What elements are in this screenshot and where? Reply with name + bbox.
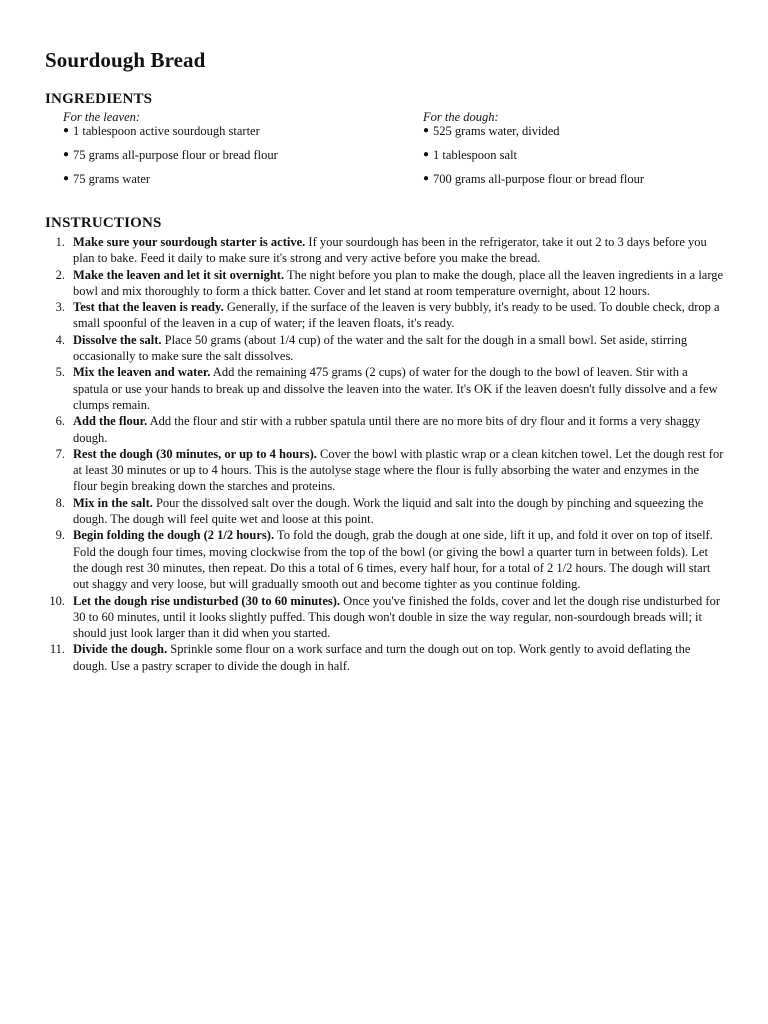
step-number: 1. (55, 235, 65, 249)
page-title: Sourdough Bread (45, 48, 206, 72)
step-number: 9. (55, 528, 65, 543)
step-number: 2. (55, 267, 65, 282)
ingredient-item (63, 172, 393, 196)
bullet-icon: ● (63, 149, 70, 160)
step-heading: Test that the leaven is ready. (73, 300, 224, 315)
step-text: Cover the bowl with plastic wrap or a clean kitchen towel. Let the dough rest for at least 30 minutes or up to 4 hours. This is the autolyse stage where the flour is fully absorbing the water and enzymes in the flour begin breaking down the starches and proteins. (73, 446, 724, 494)
step-heading: Mix in the salt. (73, 495, 153, 510)
step-text: Place 50 grams (about 1/4 cup) of the water and the salt for the dough in a small bowl. Set aside, stirring occasionally to make sure the salt dissolves. (73, 332, 688, 364)
step-text: If your sourdough has been in the refrigerator, take it out 2 to 3 days before you plan to bake. Feed it daily to make sure it's strong and very active before you make the bread. (73, 235, 707, 266)
step-text: The night before you plan to make the dough, place all the leaven ingredients in a large bowl and mix thoroughly to form a thick batter. Cover and let stand at room temperature overnight, about 12 hours. (73, 267, 724, 298)
step-number: 5. (55, 365, 65, 380)
bullet-icon: ● (423, 125, 430, 136)
instructions-heading: INSTRUCTIONS (45, 215, 162, 231)
dough-column (423, 110, 753, 196)
step-heading: Rest the dough (30 minutes, or up to 4 hours). (73, 446, 317, 461)
ingredients-heading: INGREDIENTS (45, 91, 153, 107)
step-number: 7. (55, 446, 65, 461)
instruction-step (0, 593, 768, 642)
ingredient-text: 75 grams all-purpose flour or bread flour (73, 148, 278, 162)
step-heading: Mix the leaven and water. (73, 365, 211, 380)
step-number: 10. (49, 593, 65, 608)
ingredient-item (63, 148, 393, 172)
step-text: Sprinkle some flour on a work surface and turn the dough out on top. Work gently to avoid deflating the dough. Use a pastry scraper to divide the dough in half. (73, 642, 691, 673)
step-number: 11. (49, 642, 65, 657)
ingredient-item (63, 124, 393, 148)
instruction-step (0, 267, 768, 300)
ingredient-item (423, 148, 753, 172)
instruction-step (0, 527, 768, 592)
step-number: 3. (55, 300, 65, 315)
step-heading: Make sure your sourdough starter is active. (73, 235, 306, 249)
instruction-step (0, 299, 768, 332)
instruction-step (0, 495, 768, 528)
instruction-step (0, 446, 768, 495)
ingredient-text: 1 tablespoon salt (433, 148, 518, 162)
step-text: To fold the dough, grab the dough at one side, lift it up, and fold it over on top of itself. Fold the dough four times, moving clockwise from the top of the bowl (or giving the bowl a quarter turn in between folds). Let the dough rest 30 minutes, then repeat. Do this a total of 6 times, every half hour, for a total of 2 1/2 hours. The dough will start out shaggy and very loose, but will gradually smooth out and become tighter as you continue folding. (73, 528, 713, 592)
step-number: 8. (55, 495, 65, 510)
ingredient-text: 1 tablespoon active sourdough starter (73, 124, 260, 138)
instruction-step (0, 413, 768, 446)
leaven-ingredient-list (63, 124, 393, 196)
step-heading: Begin folding the dough (2 1/2 hours). (73, 528, 275, 543)
bullet-icon: ● (63, 125, 70, 136)
bullet-icon: ● (63, 173, 70, 184)
instruction-step (0, 641, 768, 674)
instructions-list (0, 234, 768, 674)
instruction-step (0, 364, 768, 413)
dough-subheading: For the dough: (423, 110, 499, 124)
step-text: Once you've finished the folds, cover and let the dough rise undisturbed for 30 to 60 minutes, until it looks slightly puffed. This dough won't double in size the way regular, non-sourdough breads will; it should just look larger than it did when you started. (73, 593, 720, 641)
step-number: 6. (55, 414, 65, 429)
dough-ingredient-list (423, 124, 753, 196)
ingredient-item (423, 172, 753, 196)
leaven-column (63, 110, 393, 196)
instruction-step (0, 332, 768, 365)
step-text: Add the flour and stir with a rubber spatula until there are no more bits of dry flour and it forms a very shaggy dough. (73, 414, 701, 445)
step-heading: Dissolve the salt. (73, 332, 162, 347)
ingredient-text: 700 grams all-purpose flour or bread flour (433, 172, 645, 186)
leaven-subheading: For the leaven: (63, 110, 141, 124)
bullet-icon: ● (423, 149, 430, 160)
bullet-icon: ● (423, 173, 430, 184)
ingredient-text: 525 grams water, divided (433, 124, 560, 138)
instruction-step (0, 234, 768, 267)
step-heading: Add the flour. (73, 414, 148, 429)
ingredient-text: 75 grams water (73, 172, 151, 186)
step-heading: Make the leaven and let it sit overnight. (73, 267, 285, 282)
step-number: 4. (55, 332, 65, 347)
step-heading: Let the dough rise undisturbed (30 to 60 minutes). (73, 593, 341, 608)
step-heading: Divide the dough. (73, 642, 168, 657)
step-text: Pour the dissolved salt over the dough. Work the liquid and salt into the dough by pinching and squeezing the dough. The dough will feel quite wet and loose at this point. (73, 495, 704, 527)
step-text: Generally, if the surface of the leaven is very bubbly, it's ready to be used. To double check, drop a small spoonful of the leaven in a cup of water; if the leaven floats, it's ready. (73, 300, 720, 331)
ingredient-item (423, 124, 753, 148)
step-text: Add the remaining 475 grams (2 cups) of water for the dough to the bowl of leaven. Stir with a spatula or use your hands to break up and dissolve the leaven into the water. It's OK if the leaven doesn't fully dissolve and a few clumps remain. (73, 365, 718, 412)
